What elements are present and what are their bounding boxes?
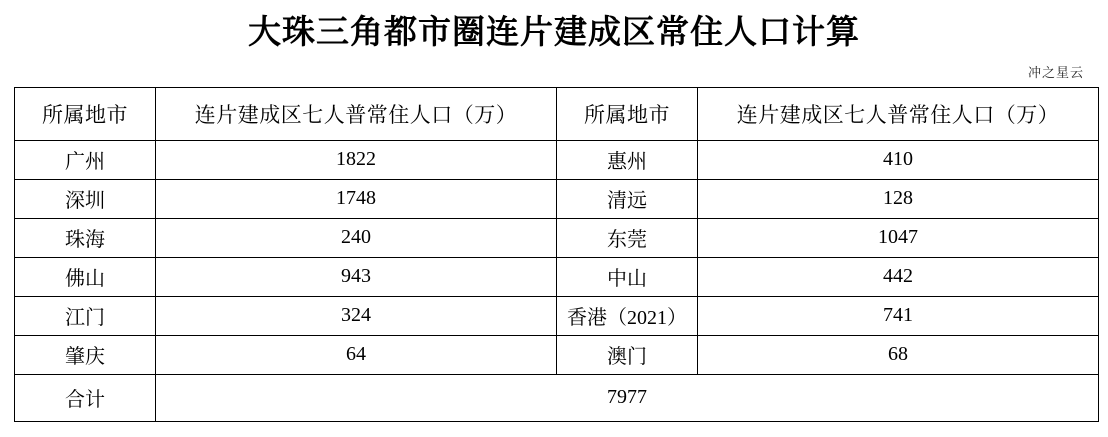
table-row <box>15 218 1099 257</box>
cell-city: 惠州 <box>557 140 698 179</box>
table-row <box>15 179 1099 218</box>
table-row <box>15 296 1099 335</box>
column-header-population-left: 连片建成区七人普常住人口（万） <box>156 87 557 140</box>
cell-city: 江门 <box>15 296 156 335</box>
cell-city: 香港（2021） <box>557 296 698 335</box>
cell-population: 1047 <box>698 218 1099 257</box>
cell-city: 东莞 <box>557 218 698 257</box>
cell-population: 1748 <box>156 179 557 218</box>
cell-city: 广州 <box>15 140 156 179</box>
table-container <box>0 81 1108 422</box>
byline: 冲之星云 <box>1027 64 1084 80</box>
cell-city: 清远 <box>557 179 698 218</box>
cell-city: 深圳 <box>15 179 156 218</box>
cell-population: 324 <box>156 296 557 335</box>
column-header-city-left: 所属地市 <box>15 87 156 140</box>
cell-population: 240 <box>156 218 557 257</box>
cell-city: 澳门 <box>557 335 698 374</box>
cell-population: 741 <box>698 296 1099 335</box>
cell-population: 410 <box>698 140 1099 179</box>
cell-population: 943 <box>156 257 557 296</box>
cell-city: 中山 <box>557 257 698 296</box>
cell-city: 珠海 <box>15 218 156 257</box>
table-row <box>15 257 1099 296</box>
table-row <box>15 140 1099 179</box>
table-header-row <box>15 87 1099 140</box>
population-table <box>14 87 1099 422</box>
column-header-city-right: 所属地市 <box>557 87 698 140</box>
total-label: 合计 <box>15 374 156 421</box>
table-body <box>15 140 1099 421</box>
page-title: 大珠三角都市圈连片建成区常住人口计算 <box>248 15 860 51</box>
cell-population: 442 <box>698 257 1099 296</box>
table-row <box>15 335 1099 374</box>
column-header-population-right: 连片建成区七人普常住人口（万） <box>698 87 1099 140</box>
cell-population: 128 <box>698 179 1099 218</box>
table-total-row <box>15 374 1099 421</box>
total-value: 7977 <box>156 374 1099 421</box>
cell-population: 64 <box>156 335 557 374</box>
cell-city: 肇庆 <box>15 335 156 374</box>
table-header <box>15 87 1099 140</box>
cell-city: 佛山 <box>15 257 156 296</box>
cell-population: 1822 <box>156 140 557 179</box>
cell-population: 68 <box>698 335 1099 374</box>
